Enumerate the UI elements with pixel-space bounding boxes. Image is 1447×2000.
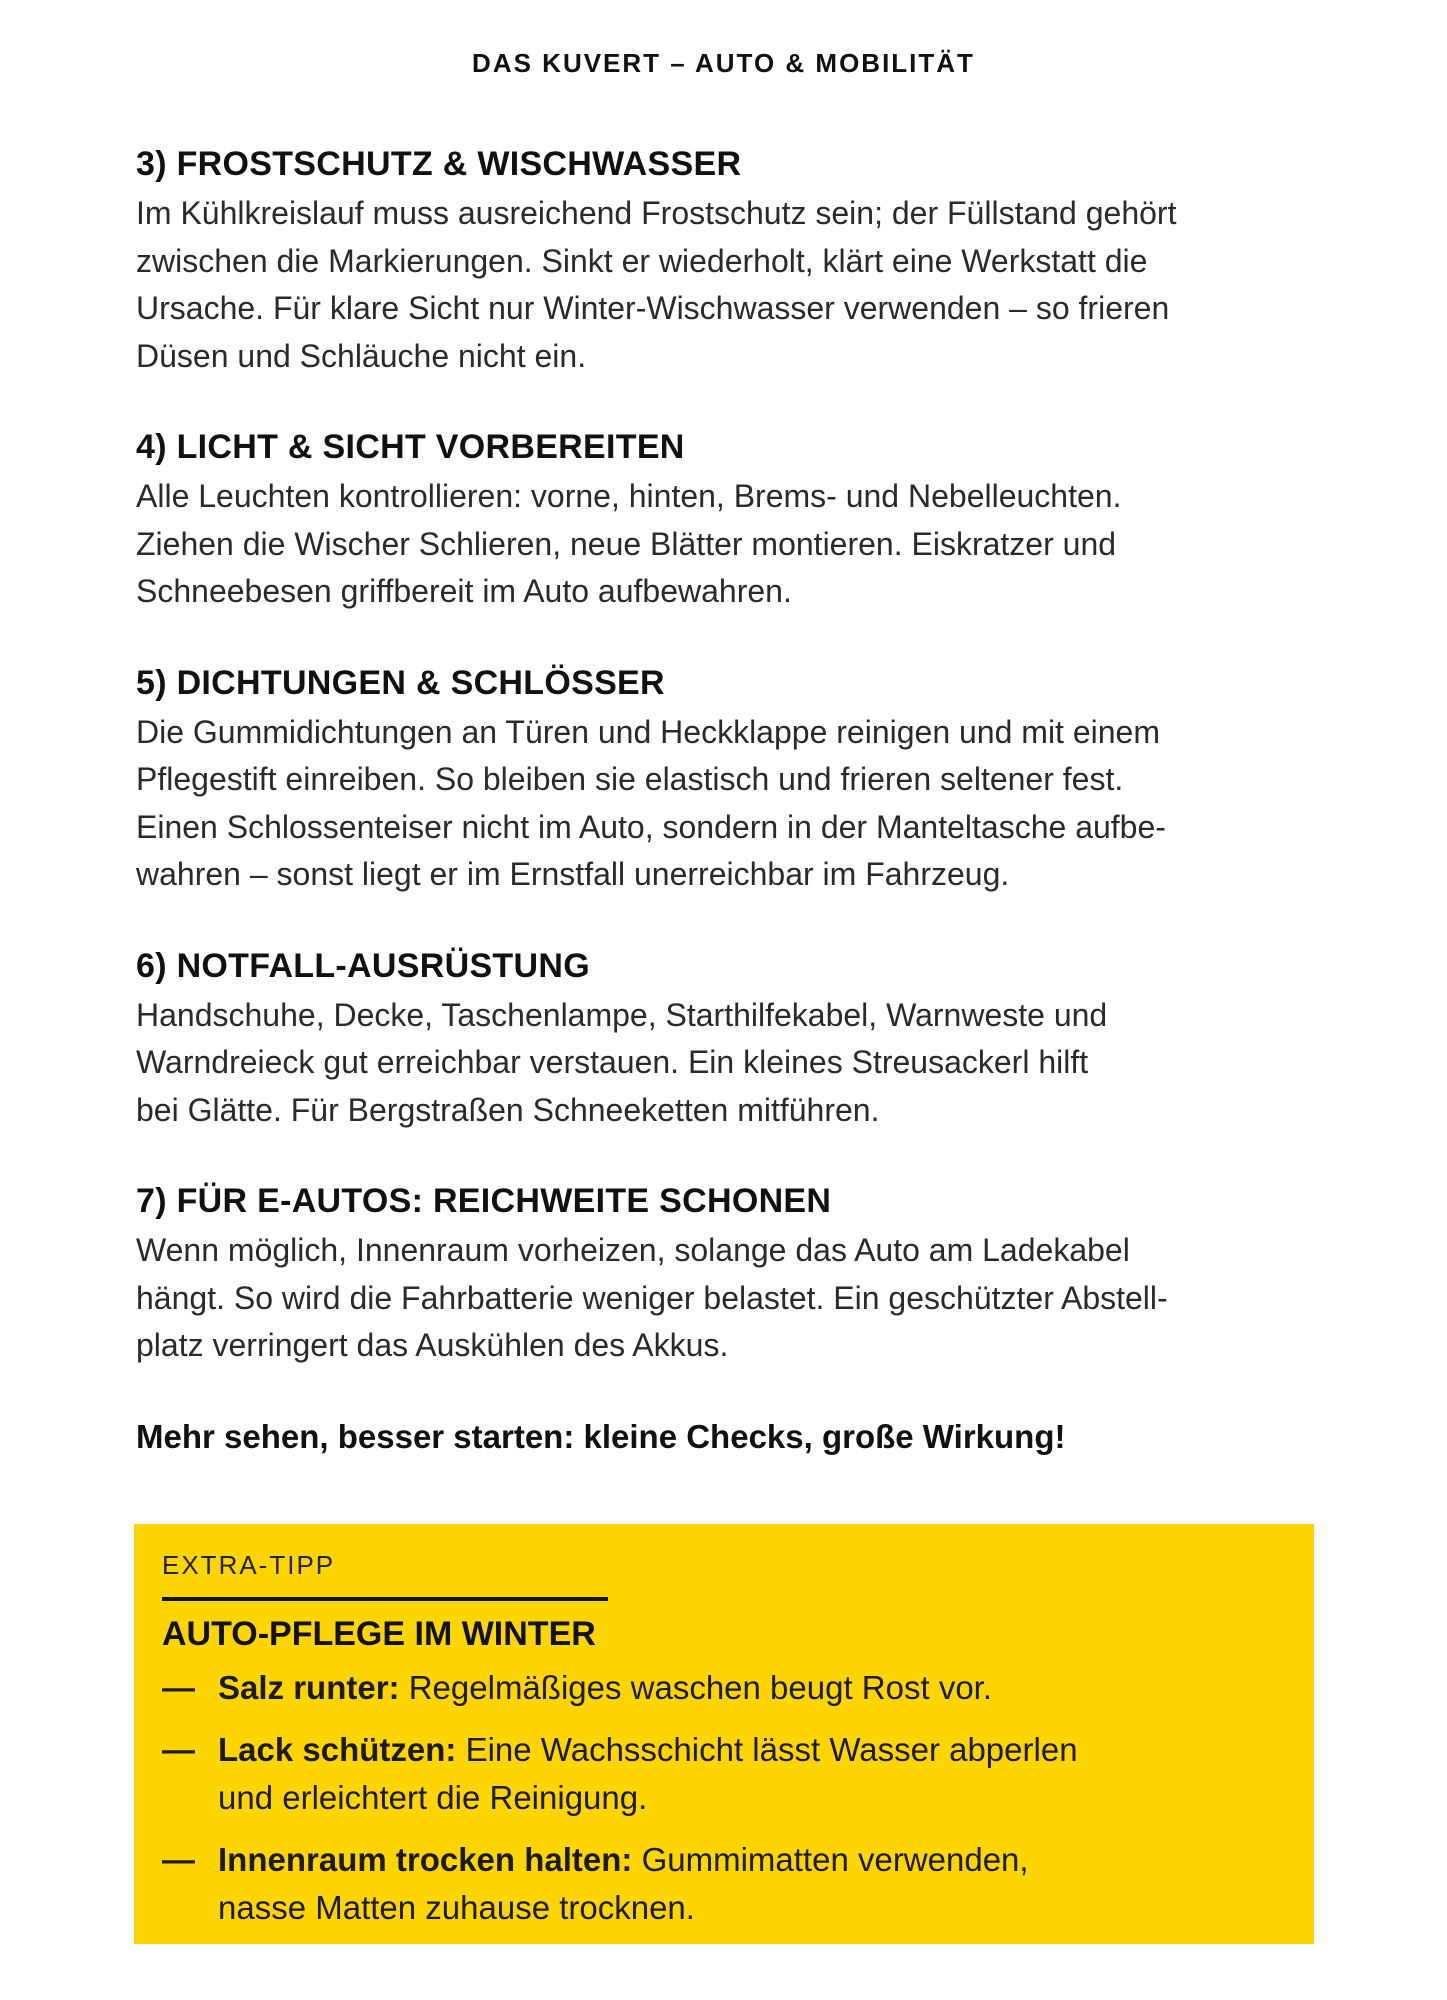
tip-list — [162, 1664, 1286, 1932]
tip-label: EXTRA-TIPP — [162, 1550, 336, 1580]
extra-tip-box — [134, 1524, 1314, 1944]
section-notfall — [136, 947, 1316, 1135]
section-text: Die Gummidichtungen an Türen und Heckklappe reinigen und mit einem Pflegestift einreiben. So bleiben sie elastisch und frieren seltener fest. Einen Schlossenteiser nicht im Auto, sondern in der Manteltasche aufbe- wahren – sonst liegt er im Ernstfall unerreichbar im Fahrzeug. — [136, 713, 1166, 892]
section-dichtungen — [136, 664, 1316, 899]
list-item — [162, 1664, 1286, 1712]
section-heading: 3) FROSTSCHUTZ & WISCHWASSER — [136, 145, 742, 183]
dash-icon: — — [162, 1669, 195, 1706]
tip-title: AUTO-PFLEGE IM WINTER — [162, 1615, 596, 1653]
section-text: Wenn möglich, Innenraum vorheizen, solange das Auto am Ladekabel hängt. So wird die Fahrbatterie weniger belastet. Ein geschützter Abstell- platz verringert das Auskühlen des Akkus. — [136, 1232, 1168, 1363]
section-heading: 4) LICHT & SICHT VORBEREITEN — [136, 428, 685, 466]
section-heading: 7) FÜR E-AUTOS: REICHWEITE SCHONEN — [136, 1182, 832, 1220]
section-e-autos — [136, 1182, 1316, 1370]
section-licht-sicht — [136, 428, 1316, 616]
tip-text: Innenraum trocken halten: Gummimatten verwenden, nasse Matten zuhause trocknen. — [218, 1841, 1029, 1926]
section-text: Im Kühlkreislauf muss ausreichend Frostschutz sein; der Füllstand gehört zwischen die Markierungen. Sinkt er wiederholt, klärt eine Werkstatt die Ursache. Für klare Sicht nur Winter-Wischwasser verwenden – so frieren Düsen und Schläuche nicht ein. — [136, 195, 1177, 374]
dash-icon: — — [162, 1841, 195, 1878]
section-heading: 6) NOTFALL-AUSRÜSTUNG — [136, 946, 590, 985]
section-heading: 5) DICHTUNGEN & SCHLÖSSER — [136, 663, 665, 702]
tip-lead: Innenraum trocken halten: — [218, 1841, 633, 1878]
tip-divider — [162, 1597, 608, 1601]
section-text: Handschuhe, Decke, Taschenlampe, Starthilfekabel, Warnweste und Warndreieck gut erreichbar verstauen. Ein kleines Streusackerl hilft bei Glätte. Für Bergstraßen Schneeketten mitführen. — [136, 996, 1108, 1128]
tip-text: Lack schützen: Eine Wachsschicht lässt Wasser abperlen und erleichtert die Reinigung. — [218, 1731, 1078, 1816]
closing-statement: Mehr sehen, besser starten: kleine Checks, große Wirkung! — [136, 1417, 1066, 1455]
list-item — [162, 1836, 1286, 1932]
tip-text: Salz runter: Regelmäßiges waschen beugt Rost vor. — [218, 1669, 993, 1706]
tip-lead: Salz runter: — [218, 1669, 400, 1706]
page-header: DAS KUVERT – AUTO & MOBILITÄT — [472, 48, 975, 78]
section-text: Alle Leuchten kontrollieren: vorne, hinten, Brems- und Nebelleuchten. Ziehen die Wischer Schlieren, neue Blätter montieren. Eiskratzer und Schneebesen griffbereit im Auto aufbewahren. — [136, 478, 1122, 609]
list-item — [162, 1726, 1286, 1822]
tip-lead: Lack schützen: — [218, 1731, 457, 1768]
article-body — [136, 145, 1316, 1456]
dash-icon: — — [162, 1731, 195, 1768]
section-frostschutz — [136, 145, 1316, 380]
